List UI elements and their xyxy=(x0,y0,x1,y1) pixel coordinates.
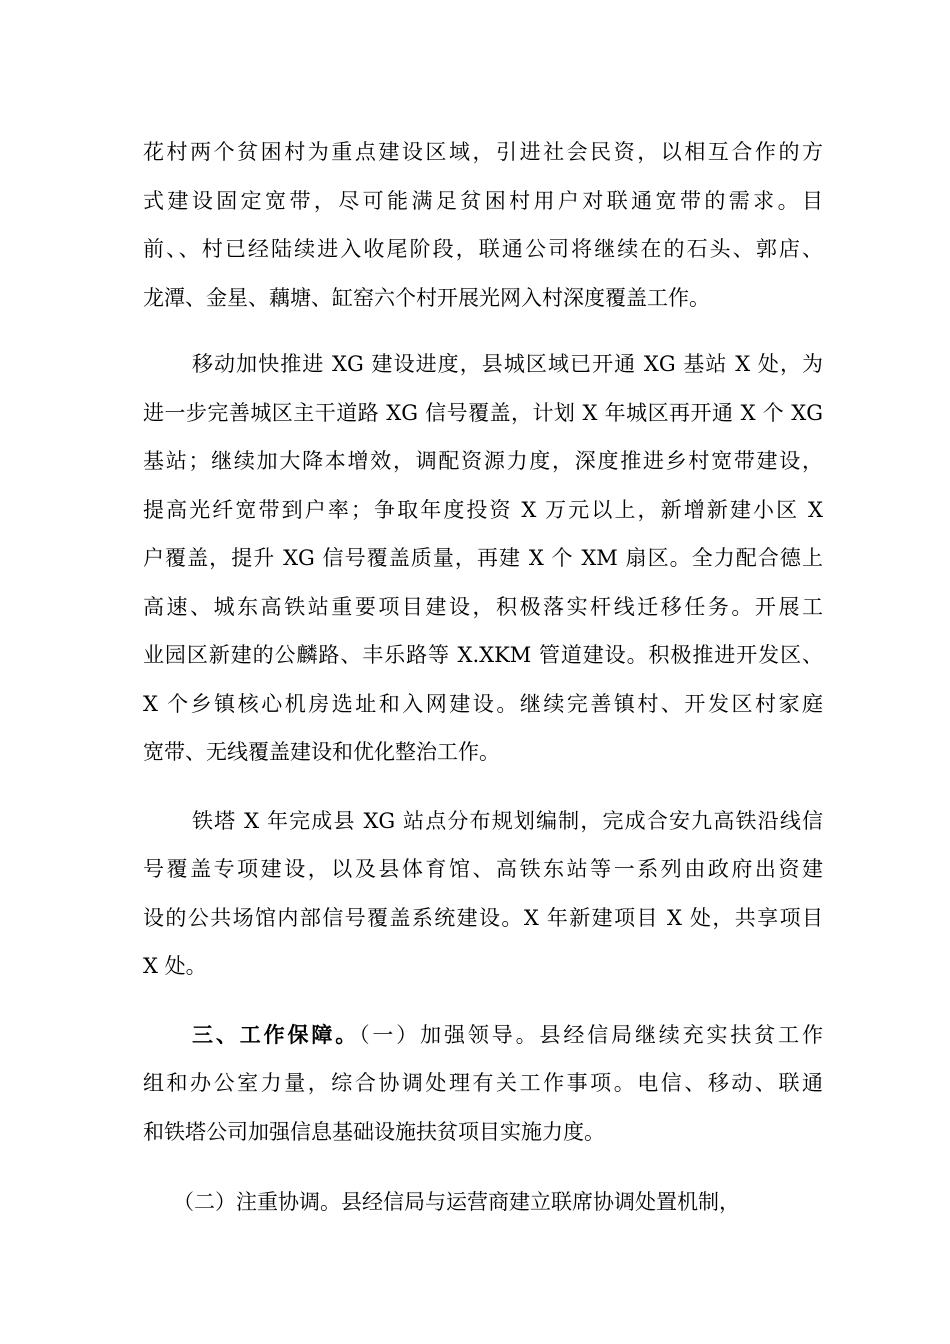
paragraph-1 xyxy=(143,128,823,322)
text-line: 业园区新建的公麟路、丰乐路等 X.XKM 管道建设。积极推进开发区、 xyxy=(143,643,823,667)
text-line: 花村两个贫困村为重点建设区域，引进社会民资，以相互合作的方 xyxy=(143,140,823,164)
text-line: 高速、城东高铁站重要项目建设，积极落实杆线迁移任务。开展工 xyxy=(143,594,823,619)
text-line: 移动加快推进 XG 建设进度，县城区域已开通 XG 基站 X 处，为 xyxy=(192,352,823,376)
paragraph-5 xyxy=(143,1178,823,1227)
text-line: 组和办公室力量，综合协调处理有关工作事项。电信、移动、联通 xyxy=(143,1071,823,1095)
paragraph-spacer xyxy=(143,1156,823,1178)
document-page xyxy=(143,128,823,1227)
section-heading: 三、工作保障。 xyxy=(192,1021,360,1047)
text-line: 前、、村已经陆续进入收尾阶段，联通公司将继续在的石头、郭店、 xyxy=(143,237,823,261)
text-line: 提高光纤宽带到户率；争取年度投资 X 万元以上，新增新建小区 X xyxy=(143,497,823,522)
text-line: 龙潭、金星、藕塘、缸窑六个村开展光网入村深度覆盖工作。 xyxy=(143,285,710,310)
paragraph-spacer xyxy=(143,322,823,340)
text-line: 基站；继续加大降本增效，调配资源力度，深度推进乡村宽带建设， xyxy=(143,449,823,473)
text-line: 户覆盖，提升 XG 信号覆盖质量，再建 X 个 XM 扇区。全力配合德上 xyxy=(143,546,823,570)
text-line: 号覆盖专项建设，以及县体育馆、高铁东站等一系列由政府出资建 xyxy=(143,857,823,881)
paragraph-2 xyxy=(143,340,823,777)
text-line: 和铁塔公司加强信息基础设施扶贫项目实施力度。 xyxy=(143,1119,605,1144)
text-line: X 处。 xyxy=(143,954,207,978)
paragraph-spacer xyxy=(143,777,823,797)
paragraph-4 xyxy=(143,1011,823,1157)
text-line: 式建设固定宽带，尽可能满足贫困村用户对联通宽带的需求。目 xyxy=(143,188,823,213)
paragraph-spacer xyxy=(143,991,823,1011)
text-line: （二）注重协调。县经信局与运营商建立联席协调处置机制， xyxy=(173,1190,740,1214)
text-line: 宽带、无线覆盖建设和优化整治工作。 xyxy=(143,740,500,764)
section-heading-line xyxy=(143,1011,823,1060)
text-line: 铁塔 X 年完成县 XG 站点分布规划编制，完成合安九高铁沿线信 xyxy=(192,808,823,833)
text-line: 进一步完善城区主干道路 XG 信号覆盖，计划 X 年城区再开通 X 个 XG xyxy=(143,400,823,425)
text-line: 设的公共场馆内部信号覆盖系统建设。X 年新建项目 X 处，共享项目 xyxy=(143,905,823,930)
text-line: X 个乡镇核心机房选址和入网建设。继续完善镇村、开发区村家庭 xyxy=(143,691,823,716)
paragraph-3 xyxy=(143,797,823,991)
section-heading-rest: （一）加强领导。县经信局继续充实扶贫工作 xyxy=(359,1022,824,1047)
